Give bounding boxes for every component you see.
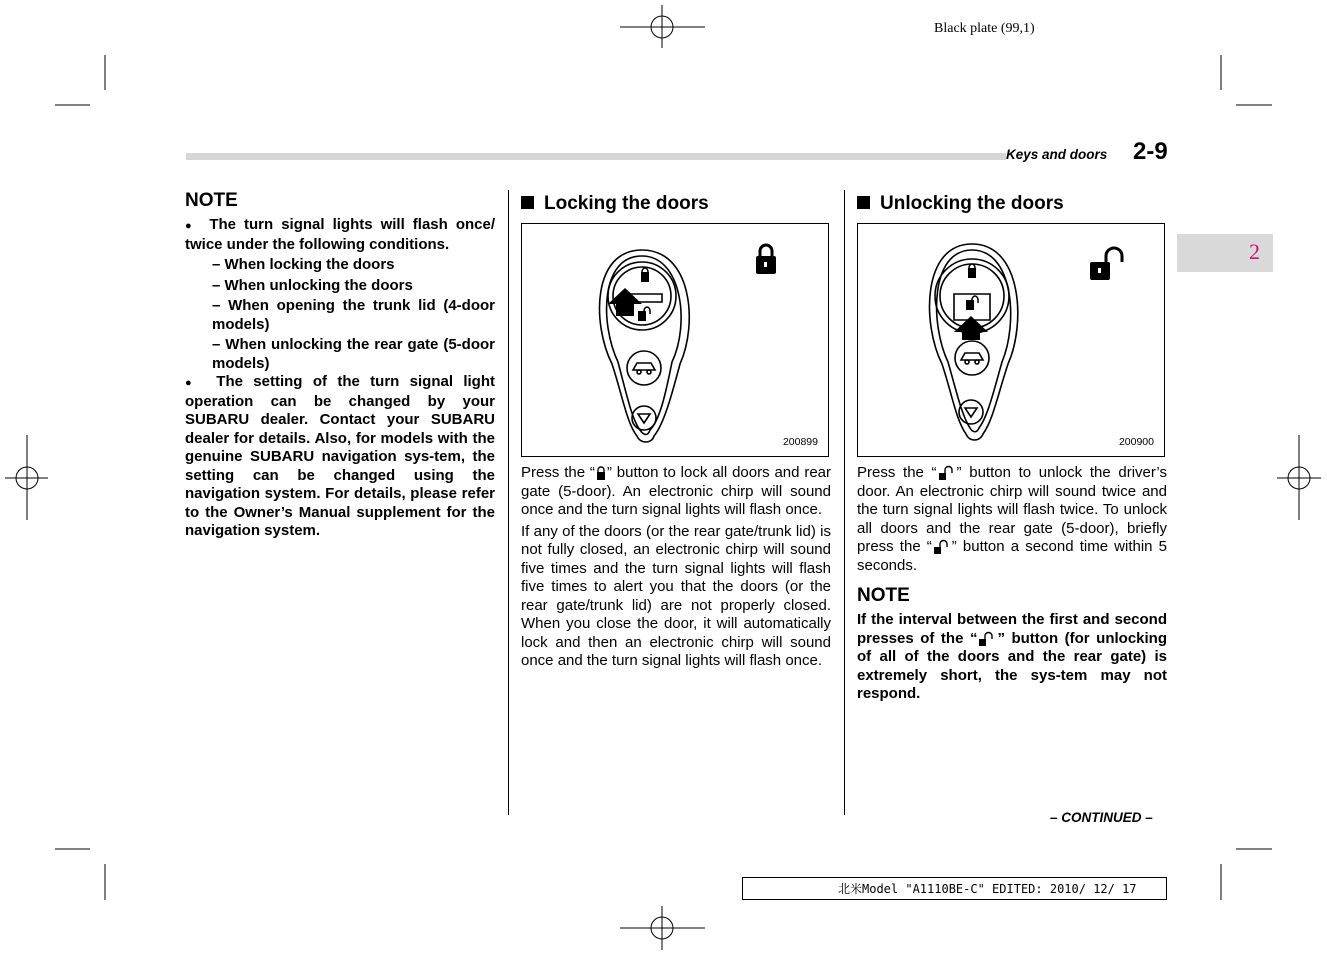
column-divider [508, 190, 509, 815]
note-heading: NOTE [857, 585, 910, 606]
column-divider [844, 190, 845, 815]
chapter-tab-number: 2 [1249, 239, 1260, 264]
footer-text: 北米Model "A1110BE-C" EDITED: 2010/ 12/ 17 [838, 882, 1137, 896]
lock-icon [595, 465, 607, 481]
paragraph: Press the “ ” button to unlock the driver’s door. An electronic chirp will sound twice and the turn signal lights will flash twice. To unlock all doors and the rear gate (5-door), briefly press the “ ” button a second time within 5 seconds. [857, 464, 1167, 574]
section-title: Keys and doors [1006, 147, 1108, 162]
dash-item: – When locking the doors [212, 256, 395, 273]
plate-label: Black plate (99,1) [934, 21, 1035, 36]
figure-number: 200899 [782, 436, 818, 448]
figure-box [857, 223, 1165, 457]
bullet-icon: ● [185, 220, 210, 232]
locking-section [521, 193, 831, 671]
dash-item: – When unlocking the doors [212, 276, 413, 294]
figure-number: 200900 [1118, 436, 1154, 448]
bullet-item: ● The turn signal lights will flash once/ twice under the following conditions. [185, 216, 495, 253]
unlock-icon [977, 631, 997, 647]
unlocking-section [857, 193, 1167, 704]
key-fob-illustration [522, 224, 828, 456]
figure-box [521, 223, 829, 457]
note-heading: NOTE [185, 190, 238, 211]
paragraph: Press the “ ” button to lock all doors and rear gate (5-door). An electronic chirp will sound once and the turn signal lights will flash once. [521, 464, 831, 518]
note-text: If the interval between the first and second presses of the “ ” button (for unlocking of all of the doors and the rear gate) is extremely short, the sys-tem may not respond. [857, 611, 1167, 702]
header-bar [186, 153, 1006, 160]
unlock-icon [932, 539, 952, 555]
page-number: 2-9 [1133, 138, 1168, 165]
note-column [185, 190, 495, 541]
paragraph: If any of the doors (or the rear gate/trunk lid) is not fully closed, an electronic chirp will sound five times and the turn signal lights will flash five times to alert you that the doors (or the rear gate/trunk lid) are not properly closed. When you close the door, it will automatically lock and then an electronic chirp will sound once and the turn signal lights will flash once. [521, 522, 831, 669]
dash-item: – When unlocking the rear gate (5-door models) [212, 336, 495, 372]
section-heading: Unlocking the doors [857, 193, 1167, 215]
square-bullet-icon [521, 196, 534, 209]
dash-item: – When opening the trunk lid (4-door models) [212, 297, 495, 333]
square-bullet-icon [857, 196, 870, 209]
continued-label: – CONTINUED – [1050, 810, 1153, 825]
unlock-icon [937, 465, 957, 481]
key-fob-illustration [858, 224, 1164, 456]
section-heading: Locking the doors [521, 193, 831, 215]
bullet-item: ● The setting of the turn signal light operation can be changed by your SUBARU dealer. Contact your SUBARU dealer for details. Also, for models with the genuine SUBARU navigation sys-tem, the setting can be changed using the navigation system. For details, please refer to the Owner’s Manual supplement for the navigation system. [185, 373, 496, 539]
bullet-icon: ● [185, 377, 217, 389]
